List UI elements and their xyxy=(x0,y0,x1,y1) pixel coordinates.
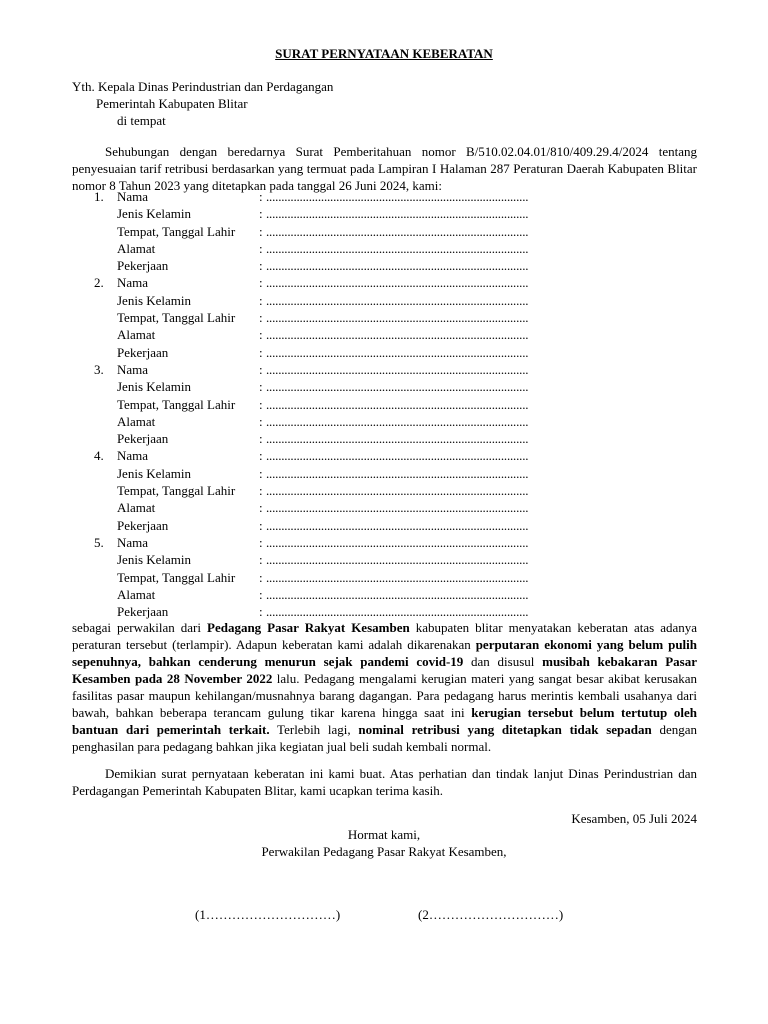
field-colon: : xyxy=(259,275,263,291)
field-blank-address: ...................................................................................... xyxy=(266,413,529,429)
field-colon: : xyxy=(259,310,263,326)
field-label-birth-place-date: Tempat, Tanggal Lahir xyxy=(117,396,236,412)
identity-form xyxy=(72,188,697,620)
field-colon: : xyxy=(259,534,263,550)
recipient-line-1: Yth. Kepala Dinas Perindustrian dan Perdagangan xyxy=(72,79,334,94)
field-label-occupation: Pekerjaan xyxy=(117,604,169,620)
field-blank-name: ...................................................................................... xyxy=(266,448,529,464)
field-blank-birth-place-date: ...................................................................................... xyxy=(266,223,529,239)
form-row-5-occupation xyxy=(72,603,697,620)
field-colon: : xyxy=(259,379,263,395)
field-blank-name: ...................................................................................... xyxy=(266,361,529,377)
field-blank-address: ...................................................................................... xyxy=(266,327,529,343)
form-row-4-birth-place-date xyxy=(72,482,697,499)
form-row-4-address xyxy=(72,499,697,516)
field-colon: : xyxy=(259,586,263,602)
field-colon: : xyxy=(259,483,263,499)
form-row-1-occupation xyxy=(72,257,697,274)
field-blank-address: ...................................................................................... xyxy=(266,240,529,256)
body-paragraph xyxy=(72,619,697,755)
intro-paragraph xyxy=(72,143,697,194)
field-colon: : xyxy=(259,396,263,412)
field-colon: : xyxy=(259,604,263,620)
field-label-birth-place-date: Tempat, Tanggal Lahir xyxy=(117,223,236,239)
form-row-2-address xyxy=(72,326,697,343)
signature-1: (1…………………………) xyxy=(195,907,341,922)
form-row-5-address xyxy=(72,586,697,603)
field-blank-address: ...................................................................................... xyxy=(266,500,529,516)
field-label-name: Nama xyxy=(117,448,149,464)
field-label-address: Alamat xyxy=(117,413,156,429)
field-blank-birth-place-date: ...................................................................................... xyxy=(266,569,529,585)
field-colon: : xyxy=(259,431,263,447)
field-blank-name: ...................................................................................... xyxy=(266,534,529,550)
field-colon: : xyxy=(259,465,263,481)
field-label-occupation: Pekerjaan xyxy=(117,517,169,533)
field-blank-birth-place-date: ...................................................................................... xyxy=(266,310,529,326)
field-label-address: Alamat xyxy=(117,240,156,256)
field-blank-occupation: ...................................................................................... xyxy=(266,258,529,274)
field-blank-occupation: ...................................................................................... xyxy=(266,517,529,533)
field-blank-birth-place-date: ...................................................................................... xyxy=(266,483,529,499)
field-colon: : xyxy=(259,189,263,204)
form-row-2-gender xyxy=(72,292,697,309)
field-colon: : xyxy=(259,413,263,429)
field-label-name: Nama xyxy=(117,189,149,204)
field-blank-name: ...................................................................................... xyxy=(266,189,529,204)
recipient-line-3: di tempat xyxy=(117,113,166,128)
entry-number: 3. xyxy=(94,361,104,377)
entry-number: 5. xyxy=(94,534,104,550)
field-blank-name: ...................................................................................... xyxy=(266,275,529,291)
field-blank-gender: ...................................................................................... xyxy=(266,206,529,222)
form-row-2-birth-place-date xyxy=(72,309,697,326)
field-label-address: Alamat xyxy=(117,500,156,516)
field-blank-gender: ...................................................................................... xyxy=(266,465,529,481)
form-row-4-name xyxy=(72,447,697,464)
form-row-2-name xyxy=(72,274,697,291)
field-colon: : xyxy=(259,206,263,222)
field-label-birth-place-date: Tempat, Tanggal Lahir xyxy=(117,569,236,585)
field-label-gender: Jenis Kelamin xyxy=(117,292,192,308)
form-row-4-gender xyxy=(72,465,697,482)
representative: Perwakilan Pedagang Pasar Rakyat Kesamben, xyxy=(261,844,507,859)
form-row-2-occupation xyxy=(72,344,697,361)
field-blank-occupation: ...................................................................................... xyxy=(266,431,529,447)
place-date: Kesamben, 05 Juli 2024 xyxy=(571,811,697,826)
form-row-4-occupation xyxy=(72,517,697,534)
field-colon: : xyxy=(259,344,263,360)
field-label-gender: Jenis Kelamin xyxy=(117,206,192,222)
regards: Hormat kami, xyxy=(347,827,421,842)
field-colon: : xyxy=(259,327,263,343)
field-colon: : xyxy=(259,500,263,516)
form-row-5-birth-place-date xyxy=(72,569,697,586)
entry-number: 2. xyxy=(94,275,104,291)
field-blank-gender: ...................................................................................... xyxy=(266,379,529,395)
form-row-1-gender xyxy=(72,205,697,222)
form-row-3-birth-place-date xyxy=(72,396,697,413)
field-label-name: Nama xyxy=(117,534,149,550)
field-label-occupation: Pekerjaan xyxy=(117,258,169,274)
field-colon: : xyxy=(259,517,263,533)
field-label-name: Nama xyxy=(117,275,149,291)
field-label-name: Nama xyxy=(117,361,149,377)
field-colon: : xyxy=(259,569,263,585)
form-row-5-name xyxy=(72,534,697,551)
field-label-gender: Jenis Kelamin xyxy=(117,379,192,395)
entry-number: 1. xyxy=(94,189,104,204)
field-label-occupation: Pekerjaan xyxy=(117,344,169,360)
field-colon: : xyxy=(259,361,263,377)
signature-2: (2…………………………) xyxy=(418,907,564,922)
form-row-3-address xyxy=(72,413,697,430)
form-row-3-name xyxy=(72,361,697,378)
field-colon: : xyxy=(259,552,263,568)
field-colon: : xyxy=(259,223,263,239)
field-label-birth-place-date: Tempat, Tanggal Lahir xyxy=(117,483,236,499)
field-label-gender: Jenis Kelamin xyxy=(117,552,192,568)
field-colon: : xyxy=(259,448,263,464)
entry-number: 4. xyxy=(94,448,104,464)
recipient-line-2: Pemerintah Kabupaten Blitar xyxy=(96,96,248,111)
form-row-1-birth-place-date xyxy=(72,223,697,240)
field-colon: : xyxy=(259,292,263,308)
closing-paragraph xyxy=(72,765,697,799)
form-row-1-address xyxy=(72,240,697,257)
form-row-1-name xyxy=(72,188,697,205)
field-blank-gender: ...................................................................................... xyxy=(266,552,529,568)
field-blank-birth-place-date: ...................................................................................... xyxy=(266,396,529,412)
field-colon: : xyxy=(259,258,263,274)
letter-title: SURAT PERNYATAAN KEBERATAN xyxy=(275,46,493,61)
form-row-5-gender xyxy=(72,551,697,568)
field-blank-address: ...................................................................................... xyxy=(266,586,529,602)
field-colon: : xyxy=(259,240,263,256)
field-label-gender: Jenis Kelamin xyxy=(117,465,192,481)
field-label-birth-place-date: Tempat, Tanggal Lahir xyxy=(117,310,236,326)
closing-text: Demikian surat pernyataan keberatan ini kami buat. Atas perhatian dan tindak lanjut Dinas Perindustrian dan Perdagangan Pemerintah Kabupaten Blitar, kami ucapkan terima kasih. xyxy=(72,766,697,798)
field-blank-occupation: ...................................................................................... xyxy=(266,344,529,360)
field-label-occupation: Pekerjaan xyxy=(117,431,169,447)
field-label-address: Alamat xyxy=(117,327,156,343)
form-row-3-occupation xyxy=(72,430,697,447)
form-row-3-gender xyxy=(72,378,697,395)
field-blank-occupation: ...................................................................................... xyxy=(266,604,529,620)
intro-text: Sehubungan dengan beredarnya Surat Pemberitahuan nomor B/510.02.04.01/810/409.29.4/2024 tentang penyesuaian tarif retribusi berdasarkan yang termuat pada Lampiran I Halaman 287 Peraturan Daerah Kabupaten Blitar nomor 8 Tahun 2023 yang ditetapkan pada tanggal 26 Juni 2024, kami: xyxy=(72,144,697,193)
field-blank-gender: ...................................................................................... xyxy=(266,292,529,308)
body-text: sebagai perwakilan dari Pedagang Pasar Rakyat Kesamben kabupaten blitar menyatakan keberatan atas adanya peraturan tersebut (terlampir). Adapun keberatan kami adalah dikarenakan perputaran ekonomi yang belum pulih sepenuhnya, bahkan cenderung menurun sejak pandemi covid-19 dan disusul musibah kebakaran Pasar Kesamben pada 28 November 2022 lalu. Pedagang mengalami kerugian materi yang sangat besar akibat kerusakan fasilitas pasar maupun kehilangan/musnahnya barang dagangan. Para pedagang harus merintis kembali usahanya dari bawah, bahkan beberapa terancam gulung tikar karena hingga saat ini kerugian tersebut belum tertutup oleh bantuan dari pemerintah terkait. Terlebih lagi, nominal retribusi yang ditetapkan tidak sepadan dengan penghasilan para pedagang bahkan jika kegiatan jual beli sudah kembali normal. xyxy=(72,620,698,754)
field-label-address: Alamat xyxy=(117,586,156,602)
